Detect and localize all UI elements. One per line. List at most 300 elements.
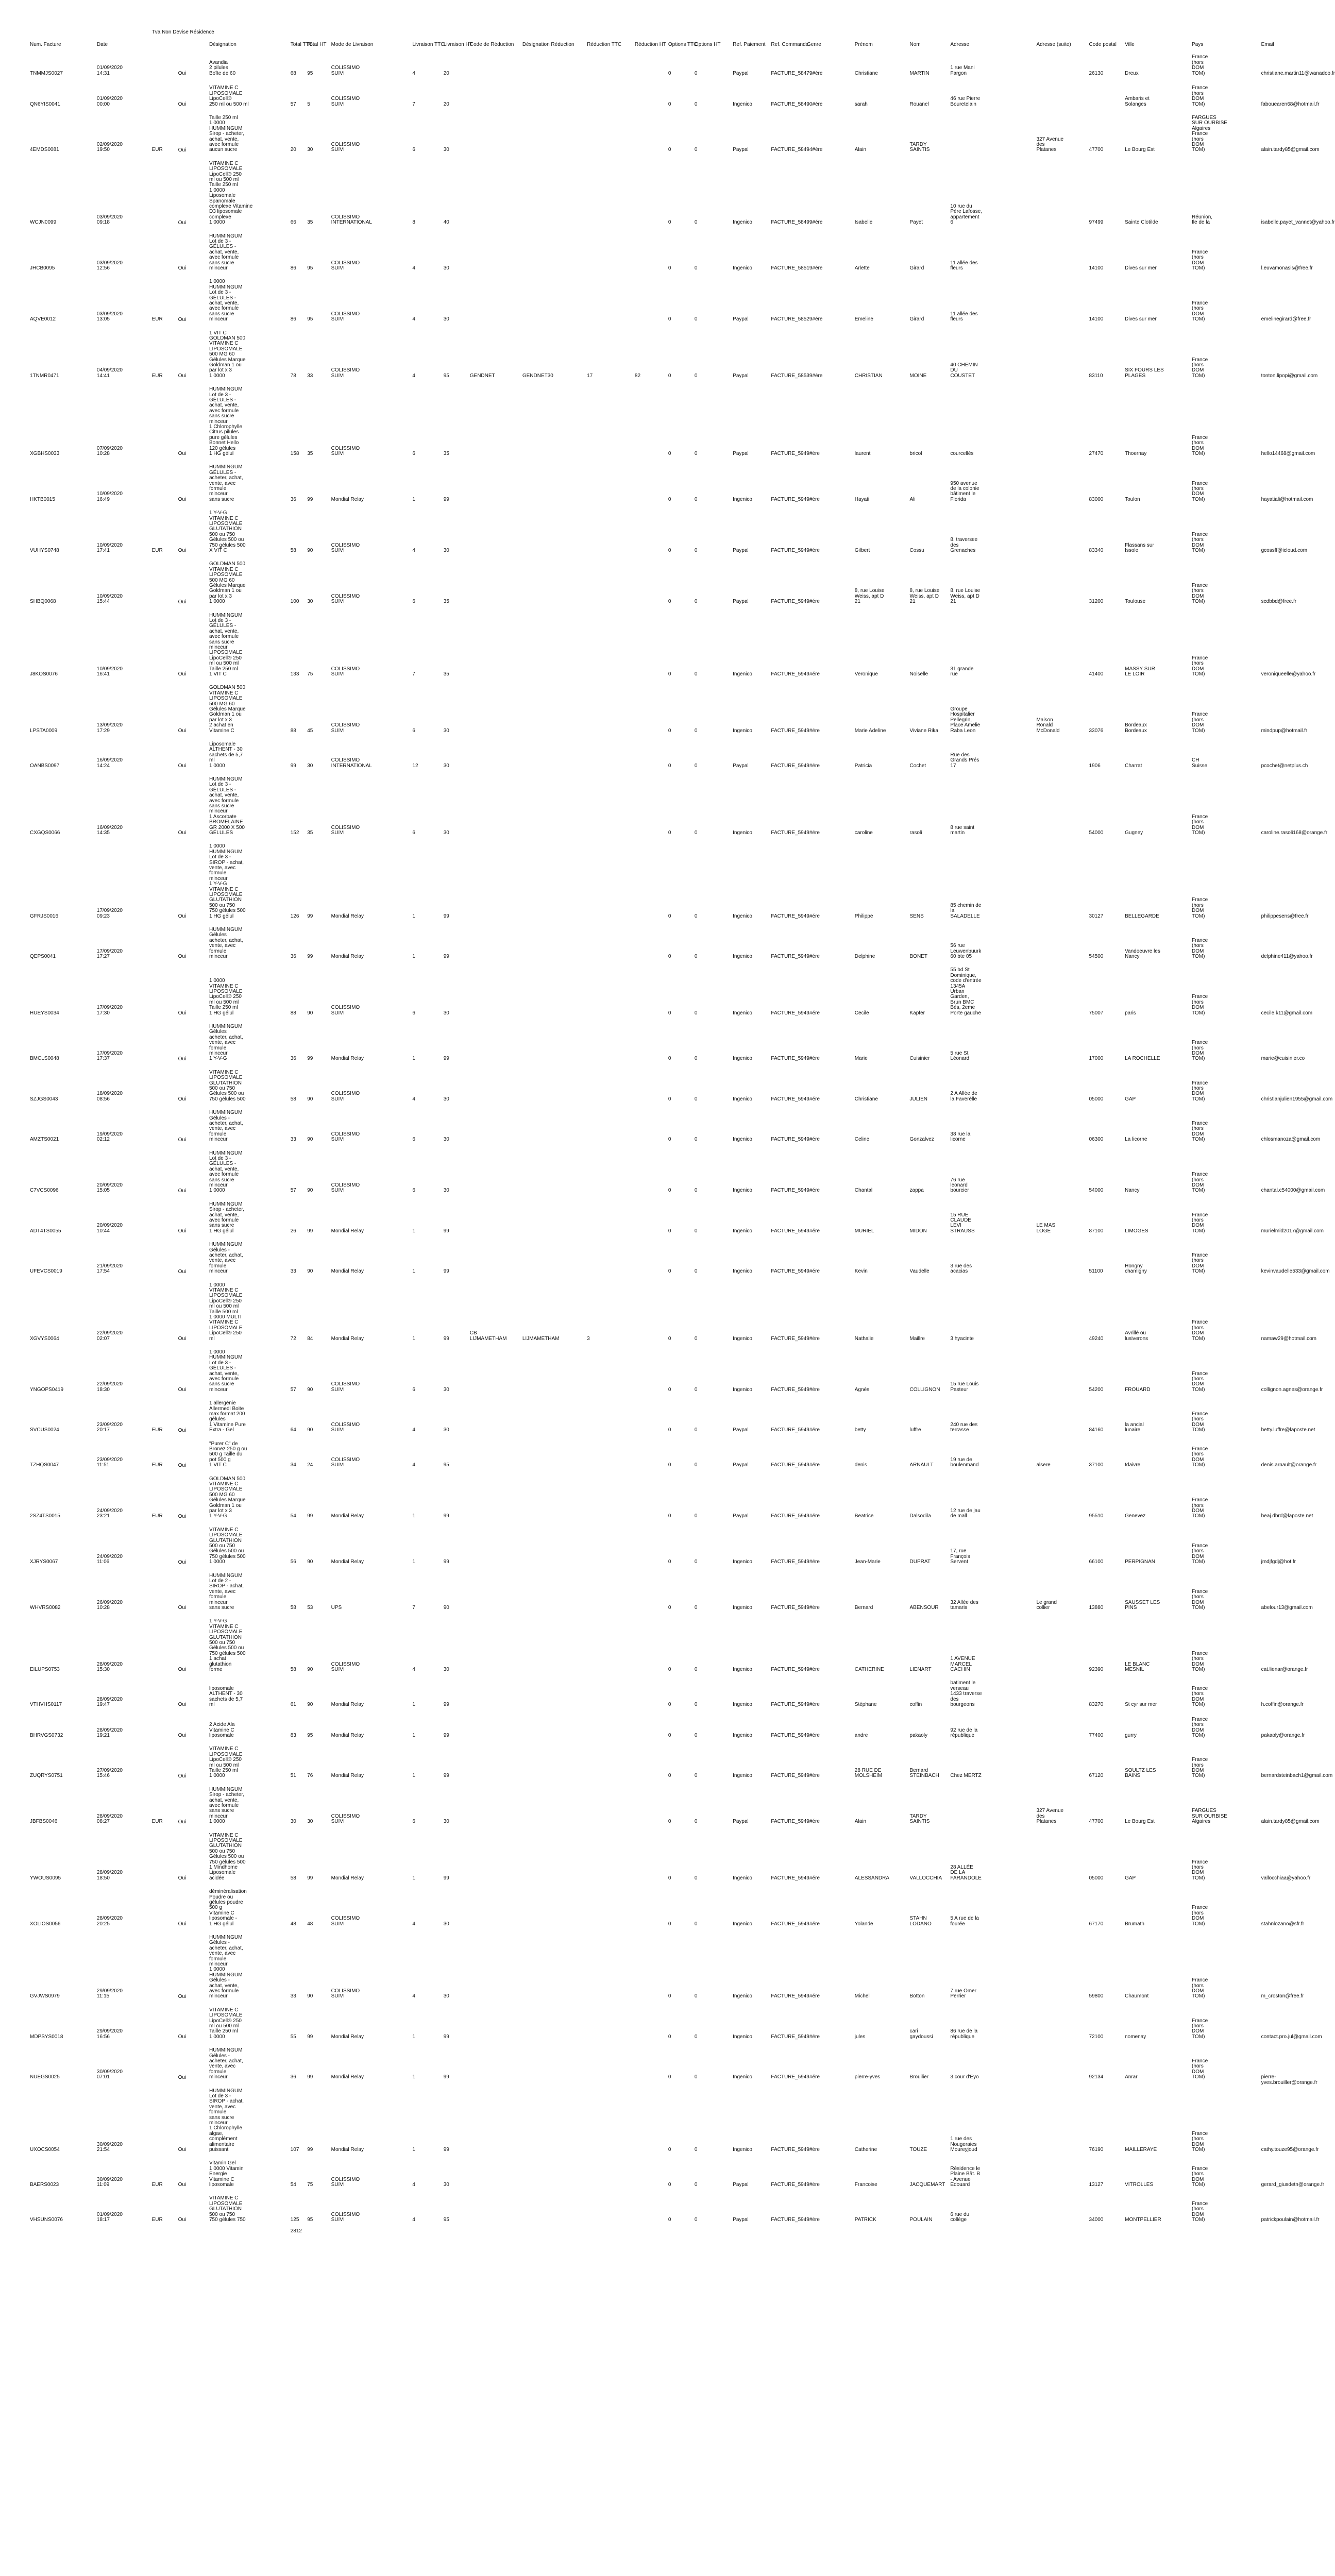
cell-liv_ttc: 12	[412, 762, 418, 769]
cell-date: 16/09/2020 14:35	[96, 824, 123, 836]
cell-date: 29/09/2020 11:15	[96, 1988, 123, 1999]
cell-commande: FACTURE_5949#ére	[771, 913, 820, 919]
cell-liv_ttc: 1	[412, 1875, 415, 1881]
cell-liv_ttc: 7	[412, 671, 415, 677]
cell-adr2: alsere	[1036, 1462, 1051, 1468]
cell-num: 1TNMR0471	[30, 372, 59, 379]
cell-commande: FACTURE_5949#ére	[771, 547, 820, 553]
cell-liv_ttc: 6	[412, 1188, 415, 1194]
cell-ht: 95	[307, 70, 313, 76]
cell-liv_ht: 30	[443, 1010, 449, 1016]
cell-ht: 24	[307, 1462, 313, 1468]
cell-num: SHBQ0068	[30, 599, 56, 605]
cell-num: BHRVGS0732	[30, 1732, 63, 1738]
cell-ttc: 100	[290, 599, 299, 605]
cell-date: 01/09/2020 00:00	[96, 96, 123, 107]
cell-liv_ttc: 1	[412, 1268, 415, 1275]
table-row	[30, 2045, 1328, 2085]
cell-pay: Ingenico	[733, 671, 752, 677]
cell-liv_ttc: 1	[412, 1773, 415, 1779]
cell-num: C7VCS0096	[30, 1188, 59, 1194]
cell-mode: Mondial Relay	[331, 2074, 364, 2080]
column-header: Ref. Paiement	[733, 42, 766, 47]
cell-pays: Réunion, Ile de la	[1192, 214, 1213, 226]
cell-cp: 41400	[1089, 671, 1104, 677]
cell-desig: déminéralisation Poudre ou gélules poudre 500 g Vitamine C liposomale - 1 HG gélul	[209, 1889, 247, 1927]
cell-nom: COLLIGNON	[909, 1386, 940, 1393]
cell-prenom: 28 RUE DE MOLSHEIM	[854, 1767, 883, 1779]
cell-tva: Oui	[178, 1096, 187, 1103]
cell-tva: Oui	[178, 1667, 187, 1673]
cell-liv_ttc: 4	[412, 2181, 415, 2188]
cell-tva: Oui	[178, 1268, 187, 1275]
cell-mode: COLISSIMO SUIVI	[331, 824, 360, 836]
cell-opt_ht: 0	[694, 1427, 698, 1433]
cell-num: AMZTS0021	[30, 1137, 59, 1143]
cell-commande: FACTURE_5949#ére	[771, 1701, 820, 1707]
cell-opt_ht: 0	[694, 1559, 698, 1565]
table-row	[30, 1784, 1328, 1830]
cell-ttc: 72	[290, 1335, 296, 1342]
table-row	[30, 774, 1328, 841]
cell-nom: DUPRAT	[909, 1559, 931, 1565]
cell-ttc: 158	[290, 450, 299, 456]
cell-liv_ttc: 6	[412, 1010, 415, 1016]
cell-ttc: 64	[290, 1427, 296, 1433]
cell-pays: France (hors DOM TOM)	[1192, 531, 1208, 553]
cell-cp: 95510	[1089, 1513, 1104, 1519]
cell-nom: SENS	[909, 913, 924, 919]
cell-opt_ht: 0	[694, 2146, 698, 2153]
cell-pays: France (hors DOM TOM)	[1192, 249, 1208, 271]
cell-mode: Mondial Relay	[331, 2033, 364, 2040]
cell-nom: BONET	[909, 954, 927, 959]
cell-ht: 99	[307, 1056, 313, 1062]
cell-pay: Paypal	[733, 1427, 749, 1433]
cell-nom: Cuisinier	[909, 1056, 930, 1062]
cell-ht: 30	[307, 762, 313, 769]
cell-pay: Paypal	[733, 1819, 749, 1825]
cell-pay: Paypal	[733, 2181, 749, 2188]
cell-liv_ht: 30	[443, 727, 449, 734]
cell-ville: Bordeaux Bordeaux	[1125, 722, 1147, 734]
cell-opt_ht: 0	[694, 2181, 698, 2188]
cell-commande: FACTURE_5949#ére	[771, 954, 820, 959]
cell-desig: Avandia 2 pilules Boîte de 60	[209, 59, 236, 76]
cell-opt_ht: 0	[694, 1701, 698, 1707]
cell-tva: Oui	[178, 2147, 187, 2153]
cell-ville: SAUSSET LES PINS	[1125, 1599, 1160, 1611]
cell-cp: 26130	[1089, 70, 1104, 76]
table-row	[30, 1067, 1333, 1107]
cell-num: XJRYS0067	[30, 1559, 58, 1565]
column-header: Désignation	[209, 42, 236, 47]
cell-opt_ttc: 0	[668, 2216, 671, 2223]
cell-pay: Ingenico	[733, 954, 752, 959]
cell-liv_ttc: 8	[412, 219, 415, 226]
cell-ht: 90	[307, 1666, 313, 1672]
cell-opt_ttc: 0	[668, 1386, 671, 1393]
cell-mode: COLISSIMO SUIVI	[331, 96, 360, 107]
cell-opt_ttc: 0	[668, 70, 671, 76]
cell-prenom: MURIEL	[854, 1228, 874, 1234]
cell-ht: 99	[307, 496, 313, 502]
cell-date: 28/09/2020 15:30	[96, 1661, 123, 1672]
cell-opt_ht: 0	[694, 496, 698, 502]
cell-pay: Ingenico	[733, 2033, 752, 2040]
cell-desig: GOLDMAN 500 VITAMINE C LIPOSOMALE 500 MG 60 Gélules Marque Goldman 1 ou par lot x 3 2 achat en Vitamine C	[209, 685, 246, 734]
cell-opt_ht: 0	[694, 1604, 698, 1611]
cell-opt_ht: 0	[694, 265, 698, 271]
cell-liv_ttc: 6	[412, 1386, 415, 1393]
cell-liv_ht: 35	[443, 450, 449, 456]
cell-opt_ht: 0	[694, 671, 698, 677]
cell-cp: 14100	[1089, 265, 1104, 271]
cell-pay: Ingenico	[733, 1666, 752, 1672]
cell-desig: Taille 250 ml 1 0000 HUMMINGUM Sirop - acheter, achat, vente, avec formule aucun sucre	[209, 115, 244, 153]
cell-prenom: Emeline	[854, 316, 873, 323]
table-row	[30, 1830, 1328, 1887]
cell-desig: VITAMINE C LIPOSOMALE LipoCell® 250 ml ou 500 ml Taille 250 ml 1 0000 Liposomale Spanomale complexe Vitamine D3 liposomale complexe 1 0000	[209, 160, 253, 226]
cell-num: MDPSYS0018	[30, 2033, 63, 2040]
cell-ville: Thoernay	[1125, 450, 1147, 456]
cell-desig: liposomale ALTHENT - 30 sachets de 5,7 ml	[209, 1685, 243, 1707]
cell-pay: Ingenico	[733, 1056, 752, 1062]
cell-ht: 84	[307, 1335, 313, 1342]
cell-desig: HUMMINGUM Lot de 3 - GÉLULES - achat, vente, avec formule sans sucre minceur 1 Chlorophylle Citrus pilules pure gélules Bonnet Hello 120 gélules 1 HG gélul	[209, 386, 243, 457]
cell-desig: GOLDMAN 500 VITAMINE C LIPOSOMALE 500 MG 60 Gélules Marque Goldman 1 ou par lot x 3 1 Y-V-G	[209, 1476, 246, 1519]
cell-num: XGVYS0064	[30, 1335, 59, 1342]
cell-ht: 48	[307, 1921, 313, 1927]
cell-cp: 54200	[1089, 1386, 1104, 1393]
cell-ht: 95	[307, 265, 313, 271]
cell-ttc: 86	[290, 316, 296, 323]
cell-opt_ht: 0	[694, 1386, 698, 1393]
cell-email: beaj.dbrd@laposte.net	[1261, 1513, 1313, 1519]
cell-nom: ABENSOUR	[909, 1604, 939, 1611]
cell-opt_ht: 0	[694, 1462, 698, 1468]
cell-pays: France (hors DOM TOM)	[1192, 1370, 1208, 1393]
cell-opt_ht: 0	[694, 1773, 698, 1779]
cell-desig: 1 0000 HUMMINGUM Lot de 3 - GÉLULES - achat, vente, avec formule sans sucre minceur	[209, 1349, 243, 1393]
cell-commande: FACTURE_5949#ére	[771, 1875, 820, 1881]
cell-desig: VITAMINE C LIPOSOMALE GLUTATHION 500 ou 750 750 gélules 750	[209, 2195, 246, 2223]
cell-num: JHCB0095	[30, 265, 55, 271]
cell-mode: COLISSIMO SUIVI	[331, 1421, 360, 1433]
cell-nom: Payet	[909, 219, 923, 226]
cell-tva: Oui	[178, 1993, 187, 1999]
cell-ht: 99	[307, 1875, 313, 1881]
cell-opt_ttc: 0	[668, 372, 671, 379]
cell-adr: 32 Allée des tamaris	[950, 1599, 978, 1611]
cell-num: UFEVCS0019	[30, 1268, 62, 1275]
cell-ttc: 58	[290, 1875, 296, 1881]
cell-ttc: 36	[290, 954, 296, 959]
cell-num: QEPS0041	[30, 954, 56, 959]
cell-desig: HUMMINGUM GÉLULES - acheter, achat, vente, avec formule minceur sans sucre	[209, 464, 243, 502]
cell-num: YWOUS0095	[30, 1875, 61, 1881]
cell-ville: Hongny chamigny	[1125, 1263, 1147, 1275]
cell-desig: HUMMINGUM Gélules - acheter, achat, vente, avec formule minceur	[209, 1110, 243, 1143]
cell-ville: Gugney	[1125, 830, 1143, 836]
cell-email: bernardsteinbach1@gmail.com	[1261, 1773, 1333, 1779]
cell-pay: Ingenico	[733, 2146, 752, 2153]
cell-adr: 3 rue des acacias	[950, 1263, 972, 1275]
cell-adr: 1 rue Mani Fargon	[950, 65, 975, 76]
cell-email: pakaoly@orange.fr	[1261, 1732, 1305, 1738]
cell-nom: POULAIN	[909, 2216, 933, 2223]
cell-cp: 14100	[1089, 316, 1104, 323]
cell-commande: FACTURE_5949#ére	[771, 1666, 820, 1672]
cell-date: 28/09/2020 08:27	[96, 1813, 123, 1825]
table-row	[30, 1886, 1328, 1932]
cell-adr: 56 rue Leuwenbuurk 60 bte 05	[950, 943, 982, 959]
cell-email: hayatiali@hotmail.com	[1261, 496, 1313, 502]
cell-desig: HUMMINGUM Sirop - acheter, achat, vente, avec formule sans sucre 1 HG gélul	[209, 1201, 244, 1234]
cell-ttc: 78	[290, 372, 296, 379]
table-row	[30, 231, 1328, 277]
cell-nom: Gonzalvez	[909, 1137, 934, 1143]
cell-ht: 35	[307, 450, 313, 456]
cell-cp: 92134	[1089, 2074, 1104, 2080]
cell-opt_ttc: 0	[668, 727, 671, 734]
cell-tva: Oui	[178, 599, 187, 605]
cell-opt_ht: 0	[694, 1875, 698, 1881]
cell-liv_ht: 30	[443, 1819, 449, 1825]
cell-adr: 46 rue Pierre Bouretelain	[950, 96, 981, 107]
cell-pays: France (hors DOM TOM)	[1192, 1905, 1208, 1927]
cell-nom: TARDY SAINTIS	[909, 142, 930, 153]
cell-pays: France (hors DOM TOM)	[1192, 937, 1208, 960]
cell-desig: HUMMINGUM Gélules acheter, achat, vente, avec formule minceur	[209, 927, 243, 960]
cell-liv_ht: 30	[443, 1921, 449, 1927]
cell-email: mindpup@hotmail.fr	[1261, 727, 1308, 734]
cell-liv_ht: 95	[443, 372, 449, 379]
cell-adr: 240 rue des terrasse	[950, 1421, 978, 1433]
cell-liv_ttc: 1	[412, 2074, 415, 2080]
cell-desig: 2 Acide Ala Vitamine C liposomale	[209, 1722, 235, 1738]
cell-commande: FACTURE_5949#ére	[771, 1056, 820, 1062]
cell-ttc: 33	[290, 1137, 296, 1143]
cell-date: 29/09/2020 16:56	[96, 2028, 123, 2040]
cell-tva: Oui	[178, 548, 187, 554]
cell-email: veroniqueelle@yahoo.fr	[1261, 671, 1316, 677]
cell-tva: Oui	[178, 2217, 187, 2223]
table-row	[30, 1473, 1328, 1524]
cell-pay: Paypal	[733, 599, 749, 605]
cell-liv_ht: 30	[443, 547, 449, 553]
cell-ttc: 58	[290, 1096, 296, 1102]
cell-opt_ttc: 0	[668, 316, 671, 323]
cell-email: scdbbd@free.fr	[1261, 599, 1297, 605]
cell-email: m_croston@free.fr	[1261, 1993, 1304, 1999]
cell-ht: 90	[307, 1993, 313, 1999]
cell-ht: 99	[307, 2146, 313, 2153]
cell-liv_ht: 99	[443, 1875, 449, 1881]
cell-ville: Toulouse	[1125, 599, 1146, 605]
table-row	[30, 1347, 1328, 1398]
column-header: Pays	[1192, 42, 1204, 47]
cell-adr2: Maison Ronald McDonald	[1036, 717, 1060, 734]
cell-opt_ttc: 0	[668, 1096, 671, 1102]
cell-ville: tdaivre	[1125, 1462, 1141, 1468]
cell-desig: 1 0000 VITAMINE C LIPOSOMALE LipoCell® 250 ml ou 500 ml Taille 250 ml 1 HG gélul	[209, 978, 243, 1016]
cell-opt_ht: 0	[694, 1010, 698, 1016]
cell-pays: France (hors DOM TOM)	[1192, 1977, 1208, 1999]
cell-pay: Paypal	[733, 547, 749, 553]
cell-num: UXOCS0054	[30, 2146, 60, 2153]
cell-date: 17/09/2020 09:23	[96, 908, 123, 919]
cell-opt_ttc: 0	[668, 1666, 671, 1672]
cell-liv_ht: 99	[443, 913, 449, 919]
cell-cp: 31200	[1089, 599, 1104, 605]
cell-num: VTHVHS0117	[30, 1701, 62, 1707]
cell-prenom: Christiane	[854, 70, 878, 76]
cell-liv_ht: 99	[443, 1056, 449, 1062]
cell-prenom: Hayati	[854, 496, 870, 502]
cell-adr: 38 rue la licorne	[950, 1131, 971, 1143]
cell-liv_ht: 99	[443, 1773, 449, 1779]
cell-opt_ttc: 0	[668, 1993, 671, 1999]
cell-commande: FACTURE_5949#ére	[771, 1228, 820, 1234]
column-header: Genre	[807, 42, 821, 47]
cell-ht: 90	[307, 1137, 313, 1143]
cell-date: 28/09/2020 18:50	[96, 1870, 123, 1881]
cell-pay: Ingenico	[733, 1228, 752, 1234]
cell-pays: France (hors DOM TOM)	[1192, 434, 1208, 456]
cell-code: GENDNET	[469, 372, 495, 379]
cell-date: 22/09/2020 18:30	[96, 1381, 123, 1393]
cell-tva: Oui	[178, 1010, 187, 1016]
cell-pay: Ingenico	[733, 1010, 752, 1016]
cell-pays: France (hors DOM TOM)	[1192, 1543, 1208, 1565]
cell-adr: 19 rue de boulenmand	[950, 1456, 979, 1468]
cell-adr: 2 A Allée de la Faverèlle	[950, 1091, 977, 1102]
cell-cp: 33076	[1089, 727, 1104, 734]
cell-cp: 97499	[1089, 219, 1104, 226]
table-row	[30, 2086, 1328, 2158]
cell-ville: Toulon	[1125, 496, 1140, 502]
cell-opt_ttc: 0	[668, 2074, 671, 2080]
cell-pays: CH Suisse	[1192, 757, 1208, 769]
cell-email: pierre-yves.brouiller@orange.fr	[1261, 2074, 1317, 2086]
cell-liv_ttc: 4	[412, 1921, 415, 1927]
cell-tva: Oui	[178, 1559, 187, 1565]
cell-pay: Ingenico	[733, 727, 752, 734]
cell-adr: 28 ALLÉE DE LA FARANDOLE	[950, 1864, 982, 1881]
cell-ville: FROUARD	[1125, 1386, 1151, 1393]
cell-red_ht: 82	[634, 372, 641, 379]
cell-opt_ttc: 0	[668, 1559, 671, 1565]
cell-adr: 950 avenue de la colonie bâtiment le Florida	[950, 480, 979, 502]
cell-commande: FACTURE_5949#ére	[771, 1921, 820, 1927]
cell-liv_ttc: 4	[412, 2216, 415, 2223]
cell-ttc: 54	[290, 1513, 296, 1519]
cell-mode: COLISSIMO SUIVI	[331, 1091, 360, 1102]
cell-num: BMCLS0048	[30, 1056, 59, 1062]
cell-liv_ht: 30	[443, 147, 449, 153]
column-header: Nom	[909, 42, 921, 47]
cell-ht: 30	[307, 147, 313, 153]
cell-ttc: 126	[290, 913, 299, 919]
column-header: Code postal	[1089, 42, 1117, 47]
cell-date: 28/09/2020 19:47	[96, 1696, 123, 1707]
cell-prenom: Cecile	[854, 1010, 869, 1016]
cell-ville: Anrar	[1125, 2074, 1138, 2080]
cell-ht: 90	[307, 1010, 313, 1016]
cell-prenom: Chantal	[854, 1188, 873, 1194]
cell-nom: Ali	[909, 496, 916, 502]
cell-desig: HUMMINGUM Gélules - acheter, achat, vente, avec formule minceur	[209, 1242, 243, 1275]
cell-date: 30/09/2020 21:54	[96, 2141, 123, 2153]
cell-ht: 99	[307, 1513, 313, 1519]
cell-ville: St cyr sur mer	[1125, 1701, 1157, 1707]
cell-opt_ht: 0	[694, 316, 698, 323]
cell-pay: Ingenico	[733, 101, 752, 107]
cell-pay: Ingenico	[733, 1096, 752, 1102]
cell-email: hello14468@gmail.com	[1261, 450, 1315, 456]
cell-email: cat.lienar@orange.fr	[1261, 1666, 1308, 1672]
cell-adr: 7 rue Omer Perrier	[950, 1988, 976, 1999]
cell-num: WCJN0099	[30, 219, 57, 226]
cell-email: stahnlozano@sfr.fr	[1261, 1921, 1305, 1927]
cell-tva: Oui	[178, 147, 187, 153]
cell-opt_ttc: 0	[668, 671, 671, 677]
cell-desig: VITAMINE C LIPOSOMALE GLUTATHION 500 ou 750 Gélules 500 ou 750 gélules 500 1 0000	[209, 1527, 246, 1565]
cell-tva: Oui	[178, 1773, 187, 1779]
cell-liv_ht: 35	[443, 599, 449, 605]
cell-ttc: 152	[290, 830, 299, 836]
cell-ttc: 86	[290, 265, 296, 271]
table-row	[30, 2005, 1328, 2045]
cell-adr: 86 rue de la république	[950, 2028, 978, 2040]
cell-ville: Ambaris et Solanges	[1125, 96, 1150, 107]
cell-mode: Mondial Relay	[331, 1228, 364, 1234]
cell-ttc: 66	[290, 219, 296, 226]
cell-pay: Paypal	[733, 762, 749, 769]
cell-ville: Dives sur mer	[1125, 265, 1157, 271]
cell-mode: COLISSIMO SUIVI	[331, 1182, 360, 1194]
cell-nom: Maillre	[909, 1335, 925, 1342]
cell-ht: 30	[307, 1819, 313, 1825]
cell-email: emelinegirard@free.fr	[1261, 316, 1311, 323]
table-row	[30, 682, 1328, 739]
cell-nom: Cossu	[909, 547, 924, 553]
cell-email: alain.tardy85@gmail.com	[1261, 1819, 1320, 1825]
table-row	[30, 158, 1335, 231]
cell-nom: zappa	[909, 1188, 924, 1194]
cell-ht: 90	[307, 1096, 313, 1102]
cell-opt_ttc: 0	[668, 1875, 671, 1881]
table-row	[30, 610, 1328, 683]
cell-cp: 66100	[1089, 1559, 1104, 1565]
cell-ville: Sainte Clotilde	[1125, 219, 1158, 226]
cell-email: jmdjfgdj@hot.fr	[1261, 1559, 1296, 1565]
table-row	[30, 328, 1328, 384]
cell-liv_ttc: 6	[412, 1137, 415, 1143]
cell-liv_ttc: 4	[412, 316, 415, 323]
cell-opt_ttc: 0	[668, 496, 671, 502]
cell-nom: luffre	[909, 1427, 921, 1433]
cell-opt_ht: 0	[694, 2033, 698, 2040]
cell-opt_ht: 0	[694, 913, 698, 919]
cell-cp: 05000	[1089, 1096, 1104, 1102]
cell-opt_ttc: 0	[668, 1732, 671, 1738]
cell-desig: VITAMINE C LIPOSOMALE GLUTATHION 500 ou 750 Gélules 500 ou 750 gélules 500 1 Mindhome Liposomale acidée	[209, 1832, 246, 1881]
cell-email: contact.pro.jul@gmail.com	[1261, 2033, 1322, 2040]
cell-ville: nomenay	[1125, 2033, 1146, 2040]
cell-liv_ht: 99	[443, 1513, 449, 1519]
